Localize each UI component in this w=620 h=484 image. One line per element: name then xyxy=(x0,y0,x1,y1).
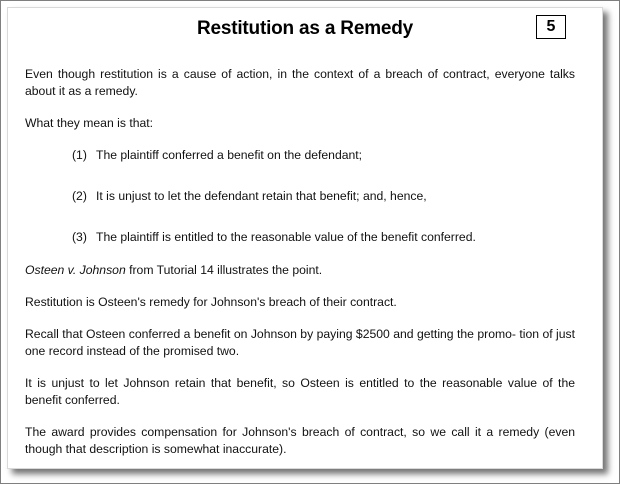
list-item-number: (3) xyxy=(72,230,87,244)
paragraph-award: The award provides compensation for Johnson's breach of contract, so we call it a remedy (even though that description is somewhat inaccurate). xyxy=(25,425,575,456)
list-item xyxy=(25,188,575,205)
page-number-badge: 5 xyxy=(536,15,566,39)
paragraph-intro: Even though restitution is a cause of action, in the context of a breach of contract, everyone talks about it as a remedy. xyxy=(25,67,575,98)
case-reference-text: from Tutorial 14 illustrates the point. xyxy=(125,263,323,277)
paragraph-recall: Recall that Osteen conferred a benefit on Johnson by paying $2500 and getting the promo- tion of just one record instead of the promised two. xyxy=(25,327,575,358)
list-item xyxy=(25,229,575,246)
paragraph-case-reference xyxy=(25,262,575,279)
list-item-text: The plaintiff conferred a benefit on the defendant; xyxy=(96,148,363,162)
paragraph-restitution-remedy: Restitution is Osteen's remedy for Johnson's breach of their contract. xyxy=(25,295,397,309)
list-item-text: It is unjust to let the defendant retain that benefit; and, hence, xyxy=(96,189,427,203)
slide-body xyxy=(25,66,575,473)
slide-title: Restitution as a Remedy xyxy=(196,18,414,39)
case-name: Osteen v. Johnson xyxy=(25,263,126,277)
list-item-number: (1) xyxy=(72,148,87,162)
list-item-text: The plaintiff is entitled to the reasonable value of the benefit conferred. xyxy=(96,230,476,244)
paragraph-unjust: It is unjust to let Johnson retain that benefit, so Osteen is entitled to the reasonable value of the benefit conferred. xyxy=(25,376,575,407)
list-item xyxy=(25,147,575,164)
slide-card xyxy=(7,7,603,469)
paragraph-what-they-mean: What they mean is that: xyxy=(25,116,154,130)
list-item-number: (2) xyxy=(72,189,87,203)
